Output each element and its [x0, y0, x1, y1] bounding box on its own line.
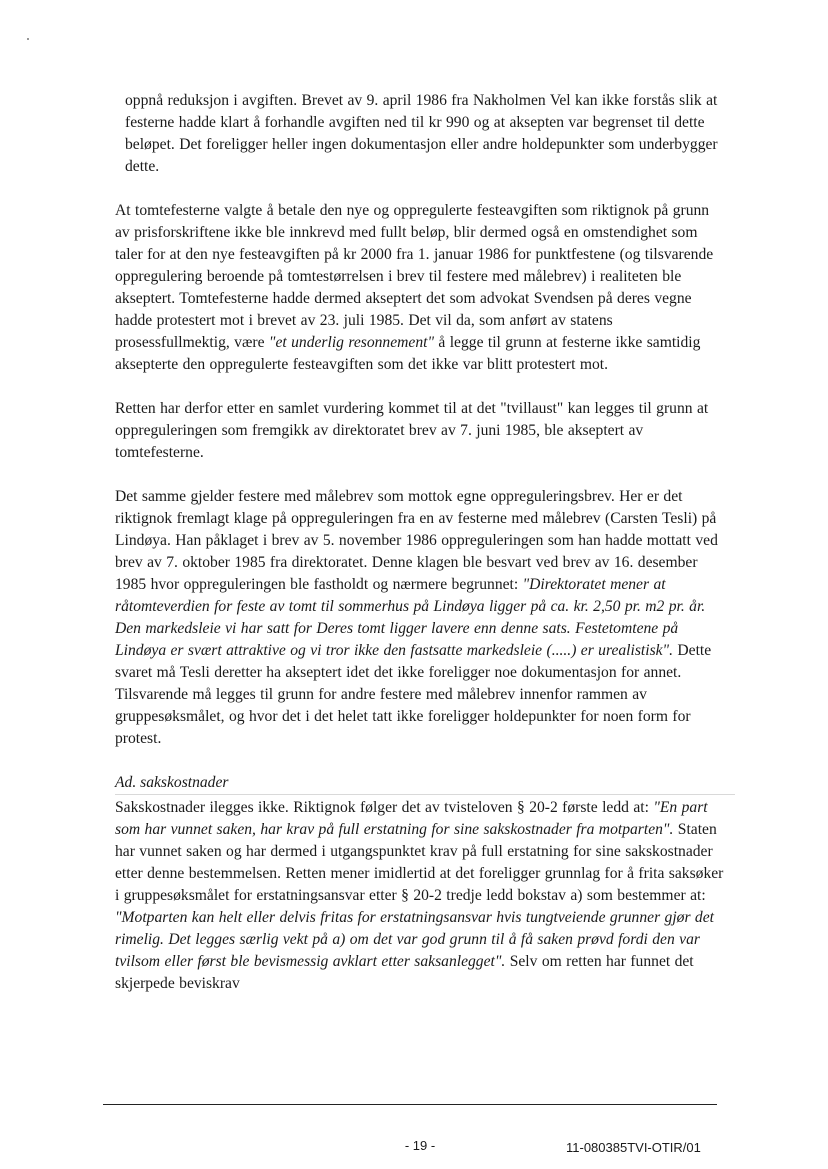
paragraph-2-quote: "et underlig resonnement" [268, 334, 434, 351]
paragraph-2-text-b: å legge til grunn at festerne ikke samtidig aksepterte den oppregulerte festeavgiften som det ikke var blitt protestert mot. [115, 334, 701, 373]
paragraph-3 [115, 398, 727, 464]
paragraph-5-text-a: Sakskostnader ilegges ikke. Riktignok følger det av tvisteloven § 20-2 første ledd at: [115, 799, 649, 816]
paragraph-5 [115, 797, 727, 995]
footer-rule [103, 1104, 717, 1105]
paragraph-4-text-a: Det samme gjelder festere med målebrev som mottok egne oppreguleringsbrev. Her er det riktignok fremlagt klage på oppreguleringen fra en av festerne med målebrev (Carsten Tesli) på Lindøya. Han påklaget i brev av 5. november 1986 oppreguleringen som han hadde mottatt ved brev av 7. oktober 1985 fra direktoratet. Denne klagen ble besvart ved brev av 16. desember 1985 hvor oppreguleringen ble fastholdt og nærmere begrunnet: [115, 488, 718, 593]
paragraph-5-quote-2: "Motparten kan helt eller delvis fritas for erstatningsansvar hvis tungtveiende grunner gjør det rimelig. Det legges særlig vekt på a) om det var god grunn til å få saken prøvd fordi den var tvilsom eller først ble bevismessig avklart etter saksanlegget". [115, 909, 714, 970]
document-body [115, 90, 727, 995]
case-reference: 11-080385TVI-OTIR/01 [566, 1140, 701, 1155]
paragraph-5-text-b: Staten har vunnet saken og har dermed i utgangspunktet krav på full erstatning for sine sakskostnader etter denne bestemmelsen. Retten mener imidlertid at det foreligger grunnlag for å frita saksøker i gruppesøksmålet for erstatningsansvar etter § 20-2 tredje ledd bokstav a) som bestemmer at: [115, 821, 724, 904]
page-number: - 19 - [404, 1138, 436, 1153]
paragraph-1-text: oppnå reduksjon i avgiften. Brevet av 9. april 1986 fra Nakholmen Vel kan ikke forstås slik at festerne hadde klart å forhandle avgiften ned til kr 990 og at aksepten var begrenset til dette beløpet. Det foreligger heller ingen dokumentasjon eller andre holdepunkter som underbygger dette. [125, 92, 718, 175]
paragraph-1 [125, 90, 727, 178]
paragraph-4-quote: "Direktoratet mener at råtomteverdien for feste av tomt til sommerhus på Lindøya ligger på ca. kr. 2,50 pr. m2 pr. år. Den markedsleie vi har satt for Deres tomt ligger lavere enn denne sats. Festetomtene på Lindøya er svært attraktive og vi tror ikke den fastsatte markedsleie (.....) er urealistisk". [115, 576, 706, 659]
heading-rule [115, 794, 735, 795]
paragraph-5-text-c: Selv om retten har funnet det skjerpede beviskrav [115, 953, 694, 992]
paragraph-4-text-b: Dette svaret må Tesli deretter ha akseptert idet det ikke foreligger noe dokumentasjon for annet. Tilsvarende må legges til grunn for andre festere med målebrev innenfor rammen av gruppesøksmålet, og hvor det i det helet tatt ikke foreligger holdepunkter for noen form for protest. [115, 642, 712, 747]
paragraph-3-text: Retten har derfor etter en samlet vurdering kommet til at det "tvillaust" kan legges til grunn at oppreguleringen som fremgikk av direktoratet brev av 7. juni 1985, ble akseptert av tomtefesterne. [115, 400, 709, 461]
paragraph-5-quote-1: "En part som har vunnet saken, har krav på full erstatning for sine sakskostnader fra motparten". [115, 799, 708, 838]
section-heading-sakskostnader: Ad. sakskostnader [115, 774, 229, 791]
paragraph-2-text-a: At tomtefesterne valgte å betale den nye og oppregulerte festeavgiften som riktignok på grunn av prisforskriftene ikke ble innkrevd med fullt beløp, blir dermed også en omstendighet som taler for at den nye festeavgiften på kr 2000 fra 1. januar 1986 for punktfestene (og tilsvarende oppregulering beroende på tomtestørrelsen i brev til festere med målebrev) i realiteten ble akseptert. Tomtefesterne hadde dermed akseptert det som advokat Svendsen på deres vegne hadde protestert mot i brevet av 23. juli 1985. Det vil da, som anført av statens prosessfullmektig, være [115, 202, 714, 351]
paragraph-2 [115, 200, 727, 376]
scan-speck [27, 38, 29, 40]
paragraph-4 [115, 486, 727, 750]
